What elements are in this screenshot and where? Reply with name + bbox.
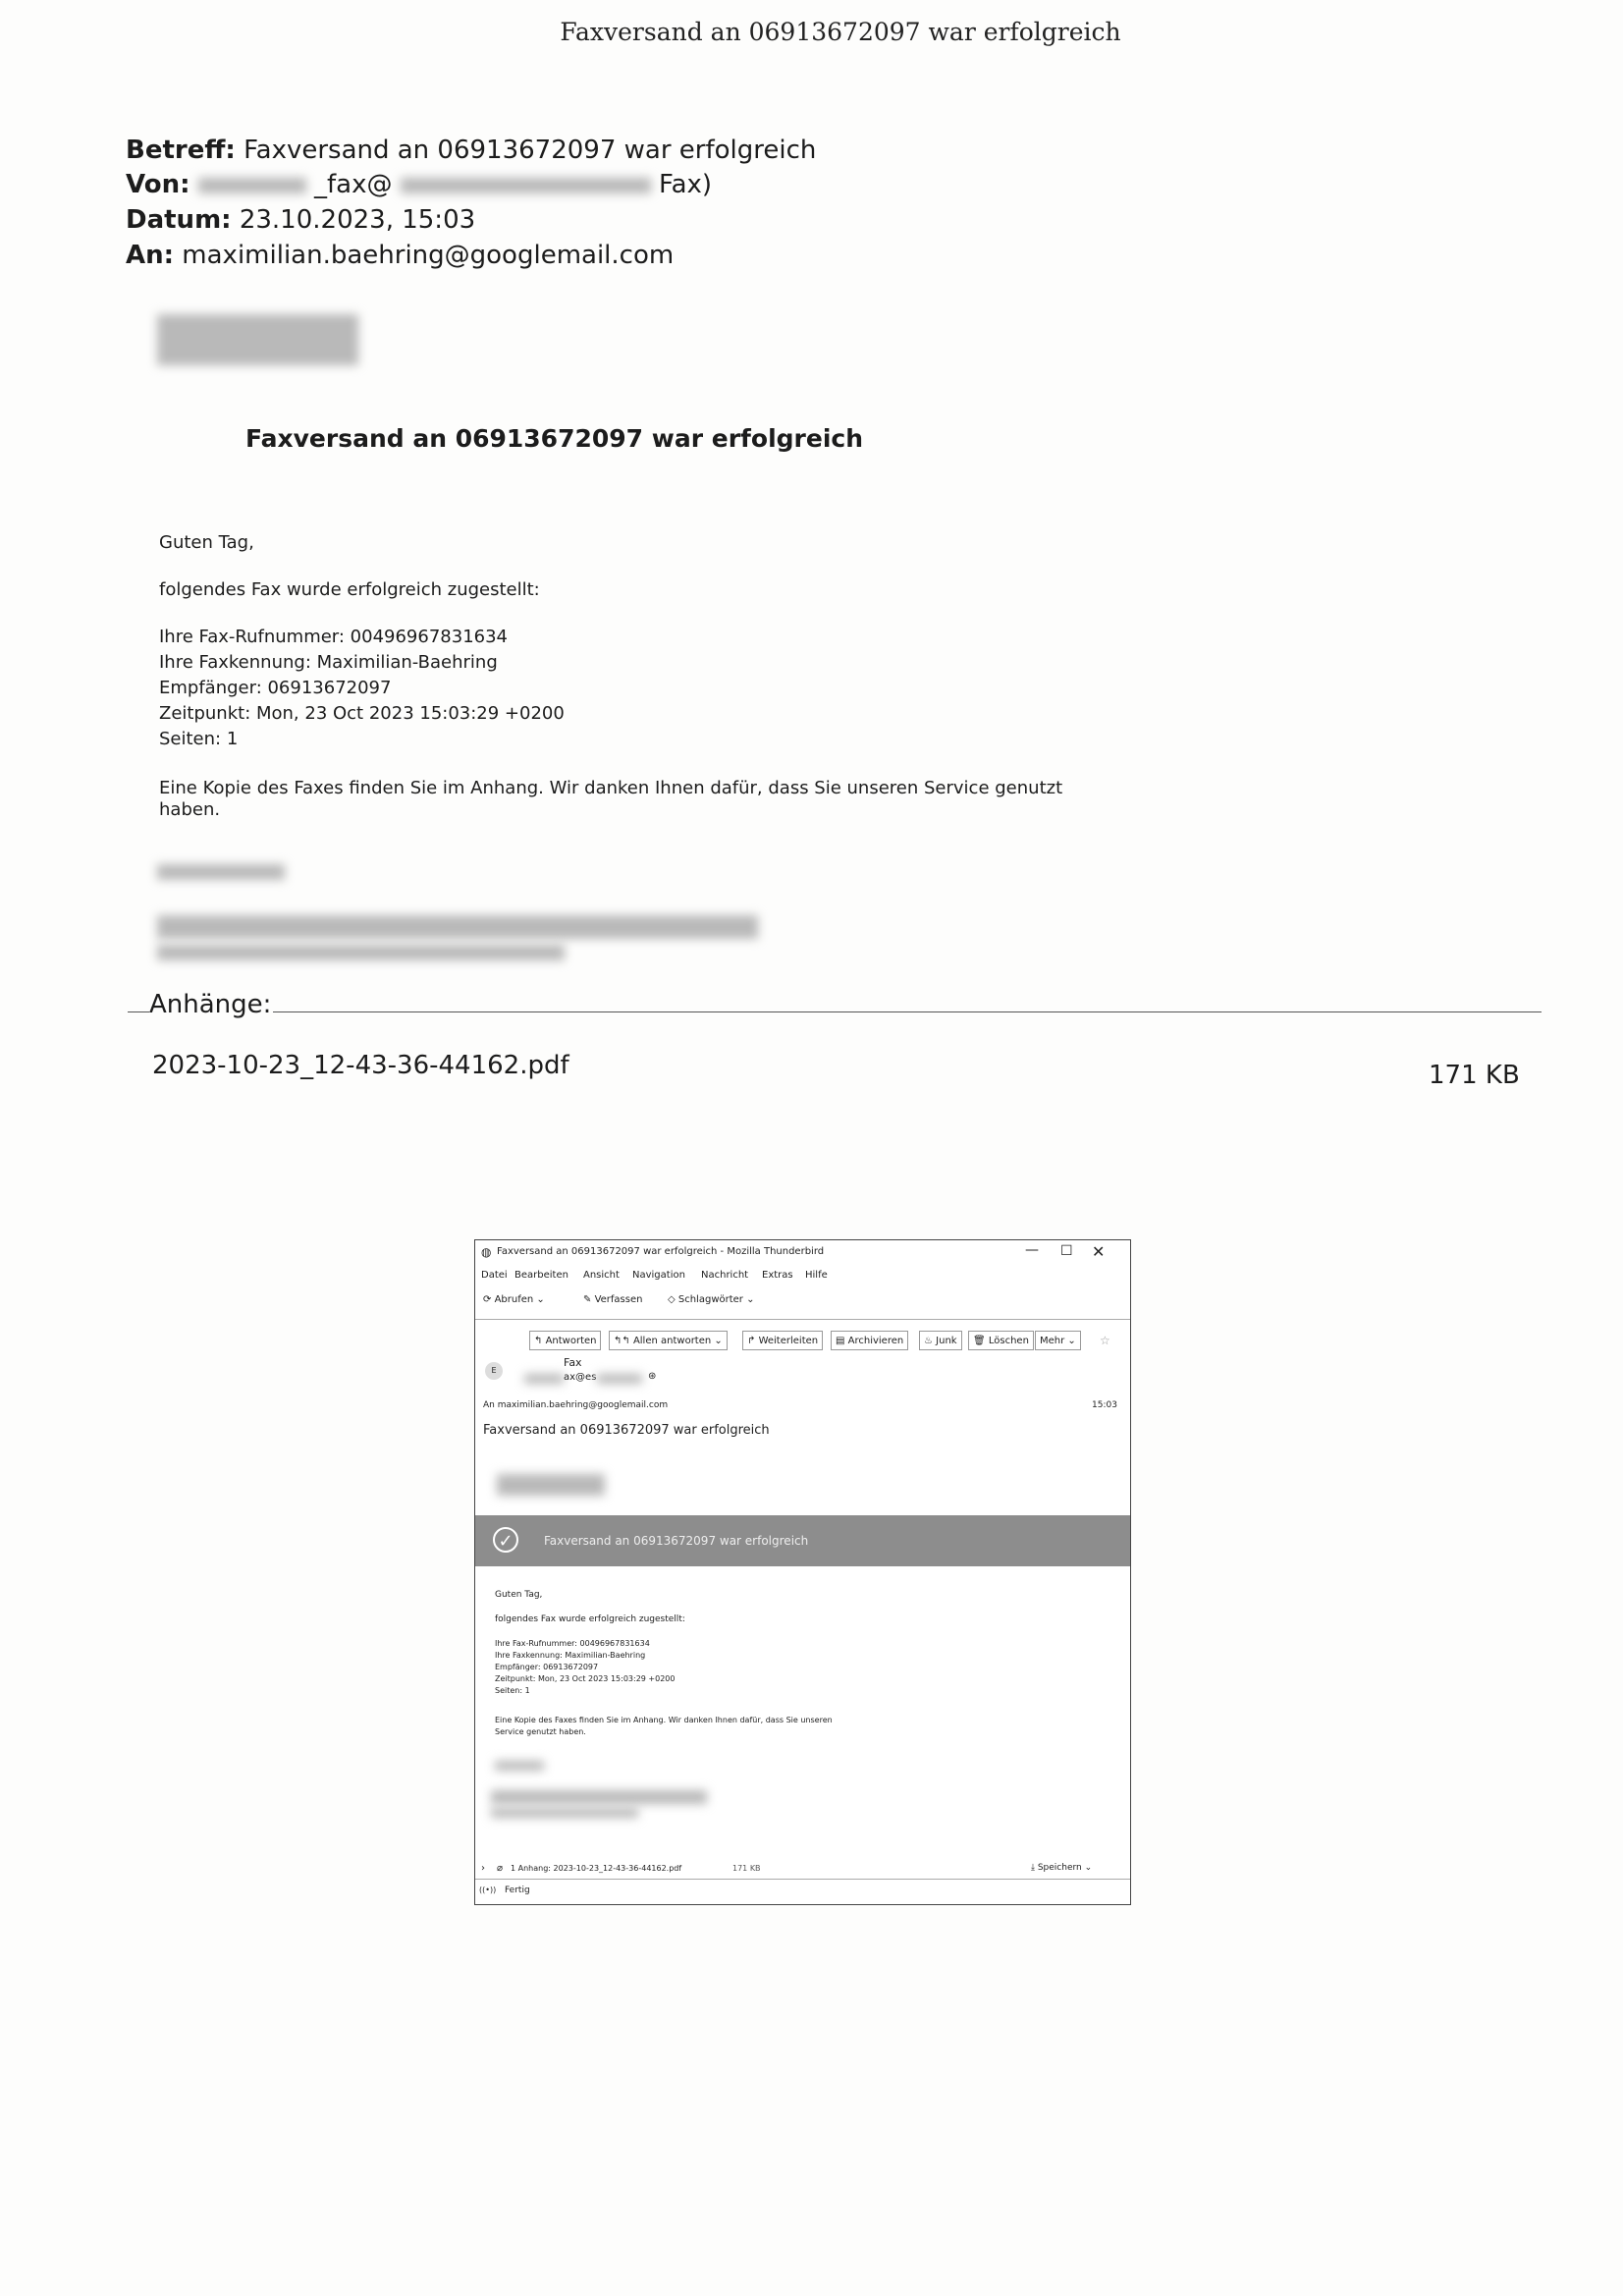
body-detail-4: Zeitpunkt: Mon, 23 Oct 2023 15:03:29 +0200 bbox=[495, 1674, 676, 1683]
redacted-sender-domain bbox=[401, 178, 651, 193]
toolbar-schlagwoerter[interactable]: ◇ Schlagwörter ⌄ bbox=[668, 1294, 755, 1305]
toolbar-abrufen-label: Abrufen bbox=[494, 1294, 534, 1305]
redacted-signature-line-3 bbox=[157, 945, 565, 960]
menu-ansicht[interactable]: Ansicht bbox=[583, 1270, 620, 1281]
avatar: E bbox=[485, 1362, 503, 1380]
date-value: 23.10.2023, 15:03 bbox=[239, 205, 476, 235]
toolbar-schlagwoerter-label: Schlagwörter bbox=[677, 1294, 743, 1305]
redacted-signature-1 bbox=[495, 1761, 544, 1771]
maximize-icon[interactable]: ☐ bbox=[1060, 1243, 1073, 1259]
detail-recipient: Empfänger: 06913672097 bbox=[159, 678, 392, 698]
attachment-line[interactable]: 1 Anhang: 2023-10-23_12-43-36-44162.pdf bbox=[511, 1864, 682, 1873]
subject-row bbox=[126, 133, 816, 168]
attachments-label: Anhänge: bbox=[149, 990, 272, 1019]
message-time: 15:03 bbox=[1092, 1400, 1117, 1410]
sender-email-part[interactable]: ax@es bbox=[564, 1372, 597, 1383]
check-circle-icon: ✓ bbox=[493, 1527, 518, 1553]
closing-line-2: haben. bbox=[159, 799, 221, 820]
redacted-signature-2 bbox=[491, 1790, 707, 1804]
forward-button[interactable]: ↱ Weiterleiten bbox=[742, 1331, 823, 1350]
attachment-file-size: 171 KB bbox=[1429, 1061, 1520, 1090]
toolbar-separator bbox=[475, 1319, 1130, 1320]
redacted-signature-line-2 bbox=[157, 915, 758, 939]
from-row bbox=[126, 167, 712, 202]
reply-all-label: Allen antworten bbox=[632, 1336, 712, 1346]
security-icon: ⊛ bbox=[648, 1371, 657, 1382]
activity-icon: ((•)) bbox=[479, 1886, 497, 1894]
attachment-size: 171 KB bbox=[732, 1864, 761, 1873]
to-row bbox=[126, 238, 674, 273]
attachment-file-name[interactable]: 2023-10-23_12-43-36-44162.pdf bbox=[152, 1051, 569, 1080]
closing-line-1: Eine Kopie des Faxes finden Sie im Anhang. Wir danken Ihnen dafür, dass Sie unseren Service genutzt bbox=[159, 778, 1063, 798]
from-value-part: _fax@ bbox=[314, 170, 393, 199]
delete-button[interactable]: 🗑 Löschen bbox=[968, 1331, 1034, 1350]
body-greeting: Guten Tag, bbox=[495, 1590, 543, 1600]
mail-heading: Faxversand an 06913672097 war erfolgreich bbox=[245, 424, 864, 453]
save-button[interactable]: ⤓ Speichern ⌄ bbox=[1031, 1863, 1093, 1873]
redacted-sender-domain bbox=[597, 1374, 642, 1384]
forward-label: Weiterleiten bbox=[758, 1336, 819, 1346]
minimize-icon[interactable]: — bbox=[1025, 1242, 1039, 1258]
to-line: An maximilian.baehring@googlemail.com bbox=[483, 1400, 669, 1410]
page-title: Faxversand an 06913672097 war erfolgreich bbox=[560, 18, 1121, 46]
to-label: An: bbox=[126, 241, 175, 270]
from-value-end: Fax) bbox=[659, 170, 713, 199]
message-subject: Faxversand an 06913672097 war erfolgreich bbox=[483, 1423, 770, 1438]
body-closing-1: Eine Kopie des Faxes finden Sie im Anhang. Wir danken Ihnen dafür, dass Sie unseren bbox=[495, 1716, 833, 1724]
toolbar-abrufen[interactable]: ⟳ Abrufen ⌄ bbox=[483, 1294, 545, 1305]
more-button[interactable]: Mehr ⌄ bbox=[1035, 1331, 1081, 1350]
paperclip-icon: ⌀ bbox=[497, 1863, 504, 1874]
status-separator bbox=[475, 1879, 1130, 1880]
chevron-right-icon[interactable]: › bbox=[481, 1863, 485, 1874]
more-label: Mehr bbox=[1040, 1336, 1065, 1346]
reply-label: Antworten bbox=[545, 1336, 597, 1346]
sender-name: Fax bbox=[564, 1356, 582, 1369]
body-detail-1: Ihre Fax-Rufnummer: 00496967831634 bbox=[495, 1639, 650, 1648]
redacted-signature-3 bbox=[491, 1808, 638, 1818]
junk-label: Junk bbox=[936, 1336, 957, 1346]
detail-fax-number: Ihre Fax-Rufnummer: 00496967831634 bbox=[159, 627, 508, 647]
reply-button[interactable]: ↰ Antworten bbox=[529, 1331, 601, 1350]
redacted-logo bbox=[157, 314, 358, 365]
menu-bearbeiten[interactable]: Bearbeiten bbox=[514, 1270, 568, 1281]
status-text: Fertig bbox=[505, 1886, 530, 1895]
delete-label: Löschen bbox=[988, 1336, 1029, 1346]
junk-button[interactable]: ♨ Junk bbox=[919, 1331, 962, 1350]
reply-all-button[interactable]: ↰↰ Allen antworten ⌄ bbox=[609, 1331, 728, 1350]
archive-button[interactable]: ▤ Archivieren bbox=[831, 1331, 908, 1350]
greeting: Guten Tag, bbox=[159, 532, 254, 553]
date-label: Datum: bbox=[126, 205, 232, 235]
body-detail-3: Empfänger: 06913672097 bbox=[495, 1663, 599, 1671]
detail-pages: Seiten: 1 bbox=[159, 729, 239, 749]
toolbar-verfassen[interactable]: ✎ Verfassen bbox=[583, 1294, 643, 1305]
thunderbird-screenshot bbox=[474, 1239, 1131, 1905]
menu-hilfe[interactable]: Hilfe bbox=[805, 1270, 828, 1281]
attachments-divider bbox=[273, 1011, 1542, 1012]
redacted-signature-line-1 bbox=[157, 864, 285, 880]
archive-label: Archivieren bbox=[847, 1336, 904, 1346]
body-intro: folgendes Fax wurde erfolgreich zugestellt: bbox=[495, 1614, 685, 1624]
menu-nachricht[interactable]: Nachricht bbox=[701, 1270, 749, 1281]
menu-datei[interactable]: Datei bbox=[481, 1270, 508, 1281]
to-value[interactable]: maximilian.baehring@googlemail.com bbox=[182, 241, 675, 270]
star-icon[interactable]: ☆ bbox=[1100, 1334, 1110, 1347]
body-detail-5: Seiten: 1 bbox=[495, 1686, 530, 1695]
intro: folgendes Fax wurde erfolgreich zugestellt: bbox=[159, 579, 540, 600]
redacted-logo bbox=[497, 1474, 605, 1496]
menu-navigation[interactable]: Navigation bbox=[632, 1270, 685, 1281]
redacted-sender-name bbox=[524, 1374, 564, 1384]
subject-label: Betreff: bbox=[126, 136, 236, 165]
detail-timestamp: Zeitpunkt: Mon, 23 Oct 2023 15:03:29 +0200 bbox=[159, 703, 565, 724]
success-banner bbox=[475, 1515, 1130, 1566]
thunderbird-logo-icon: ◍ bbox=[481, 1245, 492, 1259]
window-title: Faxversand an 06913672097 war erfolgreich - Mozilla Thunderbird bbox=[497, 1246, 825, 1257]
subject-value: Faxversand an 06913672097 war erfolgreich bbox=[243, 136, 817, 165]
close-icon[interactable]: ✕ bbox=[1092, 1242, 1106, 1261]
from-label: Von: bbox=[126, 170, 190, 199]
save-label: Speichern bbox=[1037, 1863, 1082, 1873]
redacted-sender-name bbox=[198, 178, 306, 193]
toolbar-verfassen-label: Verfassen bbox=[594, 1294, 643, 1305]
attachments-divider-left bbox=[128, 1011, 149, 1012]
body-closing-2: Service genutzt haben. bbox=[495, 1727, 586, 1736]
body-detail-2: Ihre Faxkennung: Maximilian-Baehring bbox=[495, 1651, 646, 1660]
menu-extras[interactable]: Extras bbox=[762, 1270, 793, 1281]
banner-text: Faxversand an 06913672097 war erfolgreich bbox=[544, 1534, 809, 1548]
detail-fax-id: Ihre Faxkennung: Maximilian-Baehring bbox=[159, 652, 498, 673]
date-row bbox=[126, 202, 475, 238]
